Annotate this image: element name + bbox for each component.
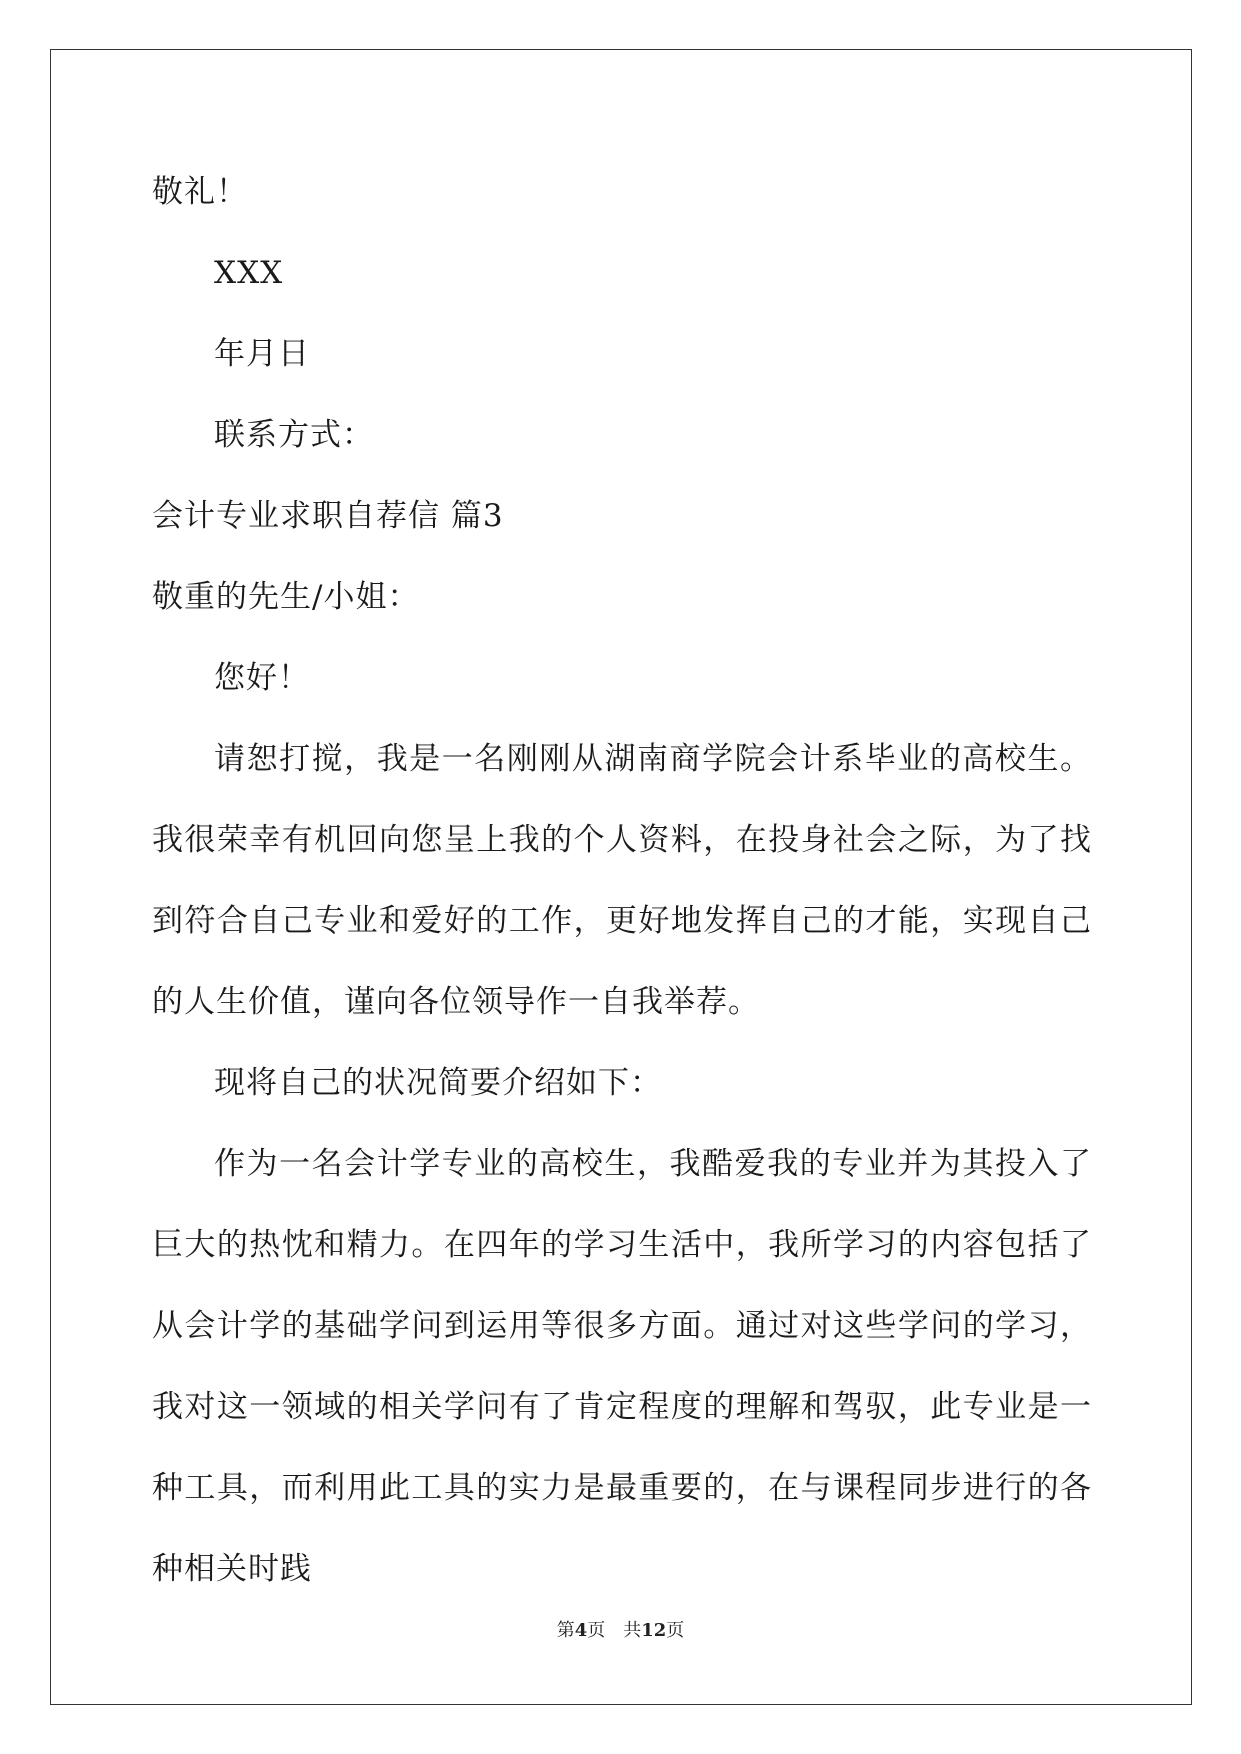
signature-date: 年月日	[214, 336, 310, 372]
footer-middle: 页 共	[587, 1620, 642, 1641]
greeting-recipient: 敬重的先生/小姐：	[152, 579, 420, 615]
section-title: 会计专业求职自荐信 篇3	[152, 498, 504, 534]
page-footer	[0, 1616, 1241, 1642]
paragraph-overview: 现将自己的状况简要介绍如下：	[214, 1065, 662, 1101]
signature-name: XXX	[214, 255, 284, 291]
footer-suffix: 页	[666, 1620, 685, 1641]
document-body	[152, 160, 1092, 1610]
closing-salutation: 敬礼！	[152, 174, 248, 210]
footer-current-page: 4	[574, 1620, 588, 1641]
footer-prefix: 第	[556, 1620, 575, 1641]
paragraph-study: 作为一名会计学专业的高校生，我酷爱我的专业并为其投入了巨大的热忱和精力。在四年的学习生活中，我所学习的内容包括了从会计学的基础学问到运用等很多方面。通过对这些学问的学习，我对这一领域的相关学问有了肯定程度的理解和驾驭，此专业是一种工具，而利用此工具的实力是最重要的，在与课程同步进行的各种相关时践	[152, 1146, 1092, 1587]
contact-label: 联系方式：	[214, 417, 374, 453]
paragraph-intro: 请恕打搅，我是一名刚刚从湖南商学院会计系毕业的高校生。我很荣幸有机回向您呈上我的个人资料，在投身社会之际，为了找到符合自己专业和爱好的工作，更好地发挥自己的才能，实现自己的人生价值，谨向各位领导作一自我举荐。	[152, 741, 1092, 1020]
greeting: 您好！	[214, 660, 310, 696]
footer-total-pages: 12	[641, 1620, 667, 1641]
